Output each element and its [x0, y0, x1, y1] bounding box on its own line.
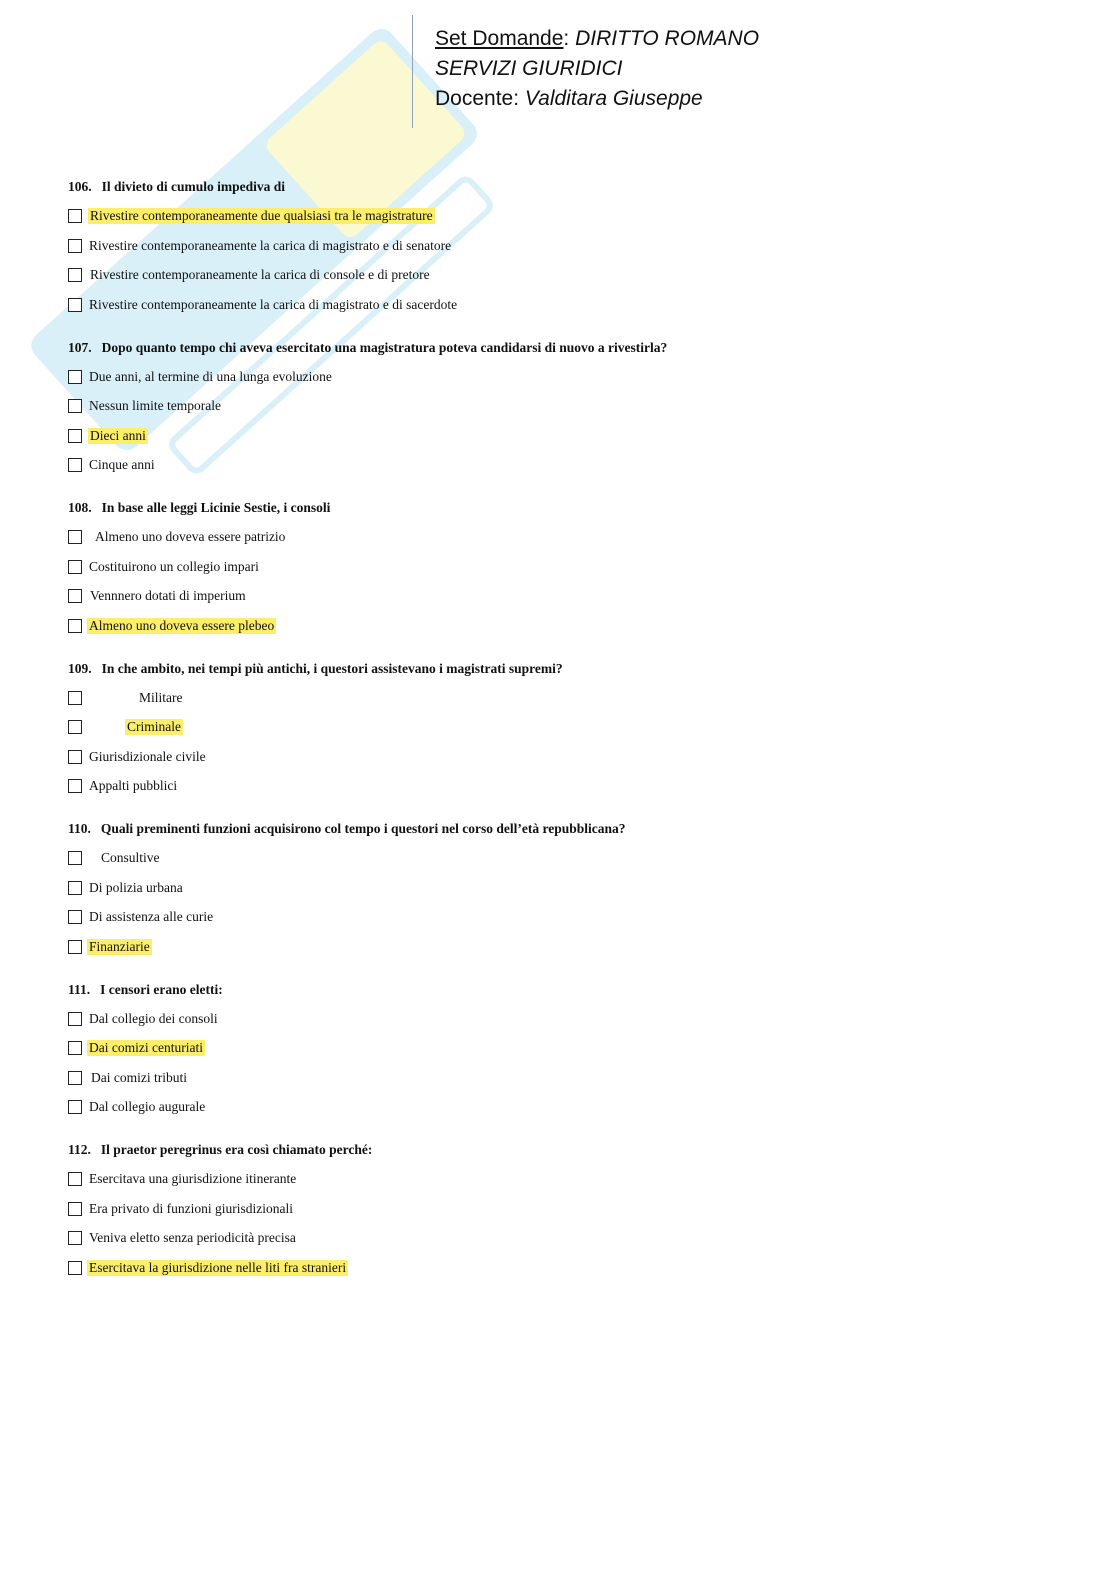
question-number: 110. [68, 821, 91, 836]
set-separator: : [563, 27, 570, 50]
question-title [68, 177, 1068, 197]
answer-text: Costituirono un collegio impari [89, 558, 259, 574]
answer-checkbox[interactable] [68, 1231, 82, 1245]
answer-checkbox[interactable] [68, 1202, 82, 1216]
answer-checkbox[interactable] [68, 1071, 82, 1085]
question-title [68, 980, 1068, 1000]
question-text: I censori erano eletti: [100, 981, 223, 997]
question-111 [68, 980, 1068, 1118]
teacher-name: Valditara Giuseppe [524, 87, 703, 110]
answer-checkbox[interactable] [68, 1261, 82, 1275]
question-text: In base alle leggi Licinie Sestie, i consoli [101, 500, 331, 515]
answer-checkbox[interactable] [68, 1100, 82, 1114]
answer-checkbox[interactable] [68, 560, 82, 574]
answer-text: Rivestire contemporaneamente la carica di magistrato e di sacerdote [89, 296, 458, 312]
answer-checkbox[interactable] [68, 399, 82, 413]
question-112 [68, 1140, 1068, 1278]
question-text: Il divieto di cumulo impediva di [101, 179, 286, 194]
answer-option[interactable] [68, 616, 1068, 636]
answer-text: Militare [139, 689, 183, 705]
answer-text-highlighted: Dieci anni [90, 427, 146, 443]
answer-checkbox[interactable] [68, 851, 82, 865]
answer-checkbox[interactable] [68, 589, 82, 603]
answer-checkbox[interactable] [68, 298, 82, 312]
answer-checkbox[interactable] [68, 881, 82, 895]
answer-checkbox[interactable] [68, 691, 82, 705]
answer-checkbox[interactable] [68, 1172, 82, 1186]
answer-checkbox[interactable] [68, 1012, 82, 1026]
answer-option[interactable] [68, 1068, 1068, 1088]
answer-text-highlighted: Rivestire contemporaneamente due qualsiasi tra le magistrature [90, 208, 433, 223]
subject-title: DIRITTO ROMANO [575, 27, 760, 50]
answer-option[interactable] [68, 586, 1068, 606]
question-text: Il praetor peregrinus era così chiamato perché: [100, 1142, 373, 1157]
answer-text: Veniva eletto senza periodicità precisa [89, 1230, 296, 1245]
answer-checkbox[interactable] [68, 370, 82, 384]
question-title [68, 659, 1068, 679]
question-number: 111. [68, 981, 91, 997]
question-text: Quali preminenti funzioni acquisirono col tempo i questori nel corso dell’età repubblicana? [100, 821, 626, 836]
document-header [435, 24, 759, 114]
answer-checkbox[interactable] [68, 458, 82, 472]
answer-text: Esercitava una giurisdizione itinerante [89, 1171, 297, 1186]
answer-checkbox[interactable] [68, 209, 82, 223]
answer-text: Consultive [101, 850, 160, 865]
answer-option[interactable] [68, 367, 1068, 387]
answer-text: Vennnero dotati di imperium [90, 588, 246, 603]
question-109 [68, 659, 1068, 797]
question-number: 108. [68, 500, 92, 515]
answer-text-highlighted: Almeno uno doveva essere plebeo [89, 617, 275, 633]
answer-text: Era privato di funzioni giurisdizionali [89, 1200, 293, 1216]
answer-text-highlighted: Finanziarie [89, 938, 150, 954]
question-number: 112. [68, 1142, 91, 1157]
answer-checkbox[interactable] [68, 239, 82, 253]
answer-checkbox[interactable] [68, 1041, 82, 1055]
question-text: Dopo quanto tempo chi aveva esercitato una magistratura poteva candidarsi di nuovo a rivestirla? [101, 339, 668, 355]
question-title [68, 819, 1068, 839]
answer-checkbox[interactable] [68, 910, 82, 924]
question-108 [68, 498, 1068, 636]
answer-text: Di assistenza alle curie [89, 909, 214, 924]
answer-text-highlighted: Dai comizi centuriati [89, 1040, 203, 1055]
question-title [68, 1140, 1068, 1160]
question-106 [68, 177, 1068, 315]
answer-text: Dal collegio augurale [89, 1099, 206, 1114]
header-line-teacher [435, 84, 759, 114]
question-110 [68, 819, 1068, 957]
answer-option[interactable] [68, 1169, 1068, 1189]
answer-option[interactable] [68, 1258, 1068, 1278]
answer-option[interactable] [68, 206, 1068, 226]
answer-text: Giurisdizionale civile [89, 748, 206, 764]
answer-option[interactable] [68, 688, 1068, 708]
answer-text: Due anni, al termine di una lunga evoluzione [89, 368, 332, 384]
answer-checkbox[interactable] [68, 268, 82, 282]
header-line-subject [435, 24, 759, 54]
answer-text-highlighted: Criminale [127, 719, 181, 734]
answer-checkbox[interactable] [68, 720, 82, 734]
question-number: 106. [68, 179, 92, 194]
answer-option[interactable] [68, 426, 1068, 446]
answer-option[interactable] [68, 527, 1068, 547]
question-number: 109. [68, 660, 92, 676]
answer-text-highlighted: Esercitava la giurisdizione nelle liti fra stranieri [89, 1259, 347, 1275]
answer-text: Rivestire contemporaneamente la carica di console e di pretore [90, 267, 430, 282]
course-title: SERVIZI GIURIDICI [435, 57, 623, 80]
question-list [68, 177, 1068, 1301]
question-107 [68, 338, 1068, 476]
answer-option[interactable] [68, 236, 1068, 256]
answer-option[interactable] [68, 848, 1068, 868]
answer-option[interactable] [68, 1228, 1068, 1248]
answer-text: Di polizia urbana [89, 879, 183, 895]
answer-option[interactable] [68, 717, 1068, 737]
set-label: Set Domande [435, 27, 564, 50]
answer-text: Dai comizi tributi [91, 1069, 187, 1085]
answer-checkbox[interactable] [68, 429, 82, 443]
answer-option[interactable] [68, 1097, 1068, 1117]
question-number: 107. [68, 339, 92, 355]
answer-option[interactable] [68, 295, 1068, 315]
answer-option[interactable] [68, 455, 1068, 475]
answer-option[interactable] [68, 1038, 1068, 1058]
answer-text: Appalti pubblici [89, 778, 178, 793]
answer-option[interactable] [68, 907, 1068, 927]
answer-option[interactable] [68, 937, 1068, 957]
answer-option[interactable] [68, 747, 1068, 767]
header-divider [412, 15, 413, 128]
answer-checkbox[interactable] [68, 750, 82, 764]
answer-text: Cinque anni [89, 457, 155, 472]
question-title [68, 498, 1068, 518]
question-title [68, 338, 1068, 358]
answer-option[interactable] [68, 1009, 1068, 1029]
answer-checkbox[interactable] [68, 779, 82, 793]
answer-text: Rivestire contemporaneamente la carica di magistrato e di senatore [89, 237, 452, 253]
answer-text: Almeno uno doveva essere patrizio [95, 529, 286, 544]
answer-checkbox[interactable] [68, 619, 82, 633]
answer-checkbox[interactable] [68, 530, 82, 544]
answer-text: Nessun limite temporale [89, 398, 221, 413]
answer-option[interactable] [68, 265, 1068, 285]
answer-option[interactable] [68, 1199, 1068, 1219]
question-text: In che ambito, nei tempi più antichi, i questori assistevano i magistrati supremi? [101, 660, 563, 676]
answer-text: Dal collegio dei consoli [89, 1010, 218, 1026]
answer-option[interactable] [68, 878, 1068, 898]
answer-checkbox[interactable] [68, 940, 82, 954]
answer-option[interactable] [68, 396, 1068, 416]
answer-option[interactable] [68, 557, 1068, 577]
answer-option[interactable] [68, 776, 1068, 796]
teacher-label: Docente: [435, 87, 520, 110]
